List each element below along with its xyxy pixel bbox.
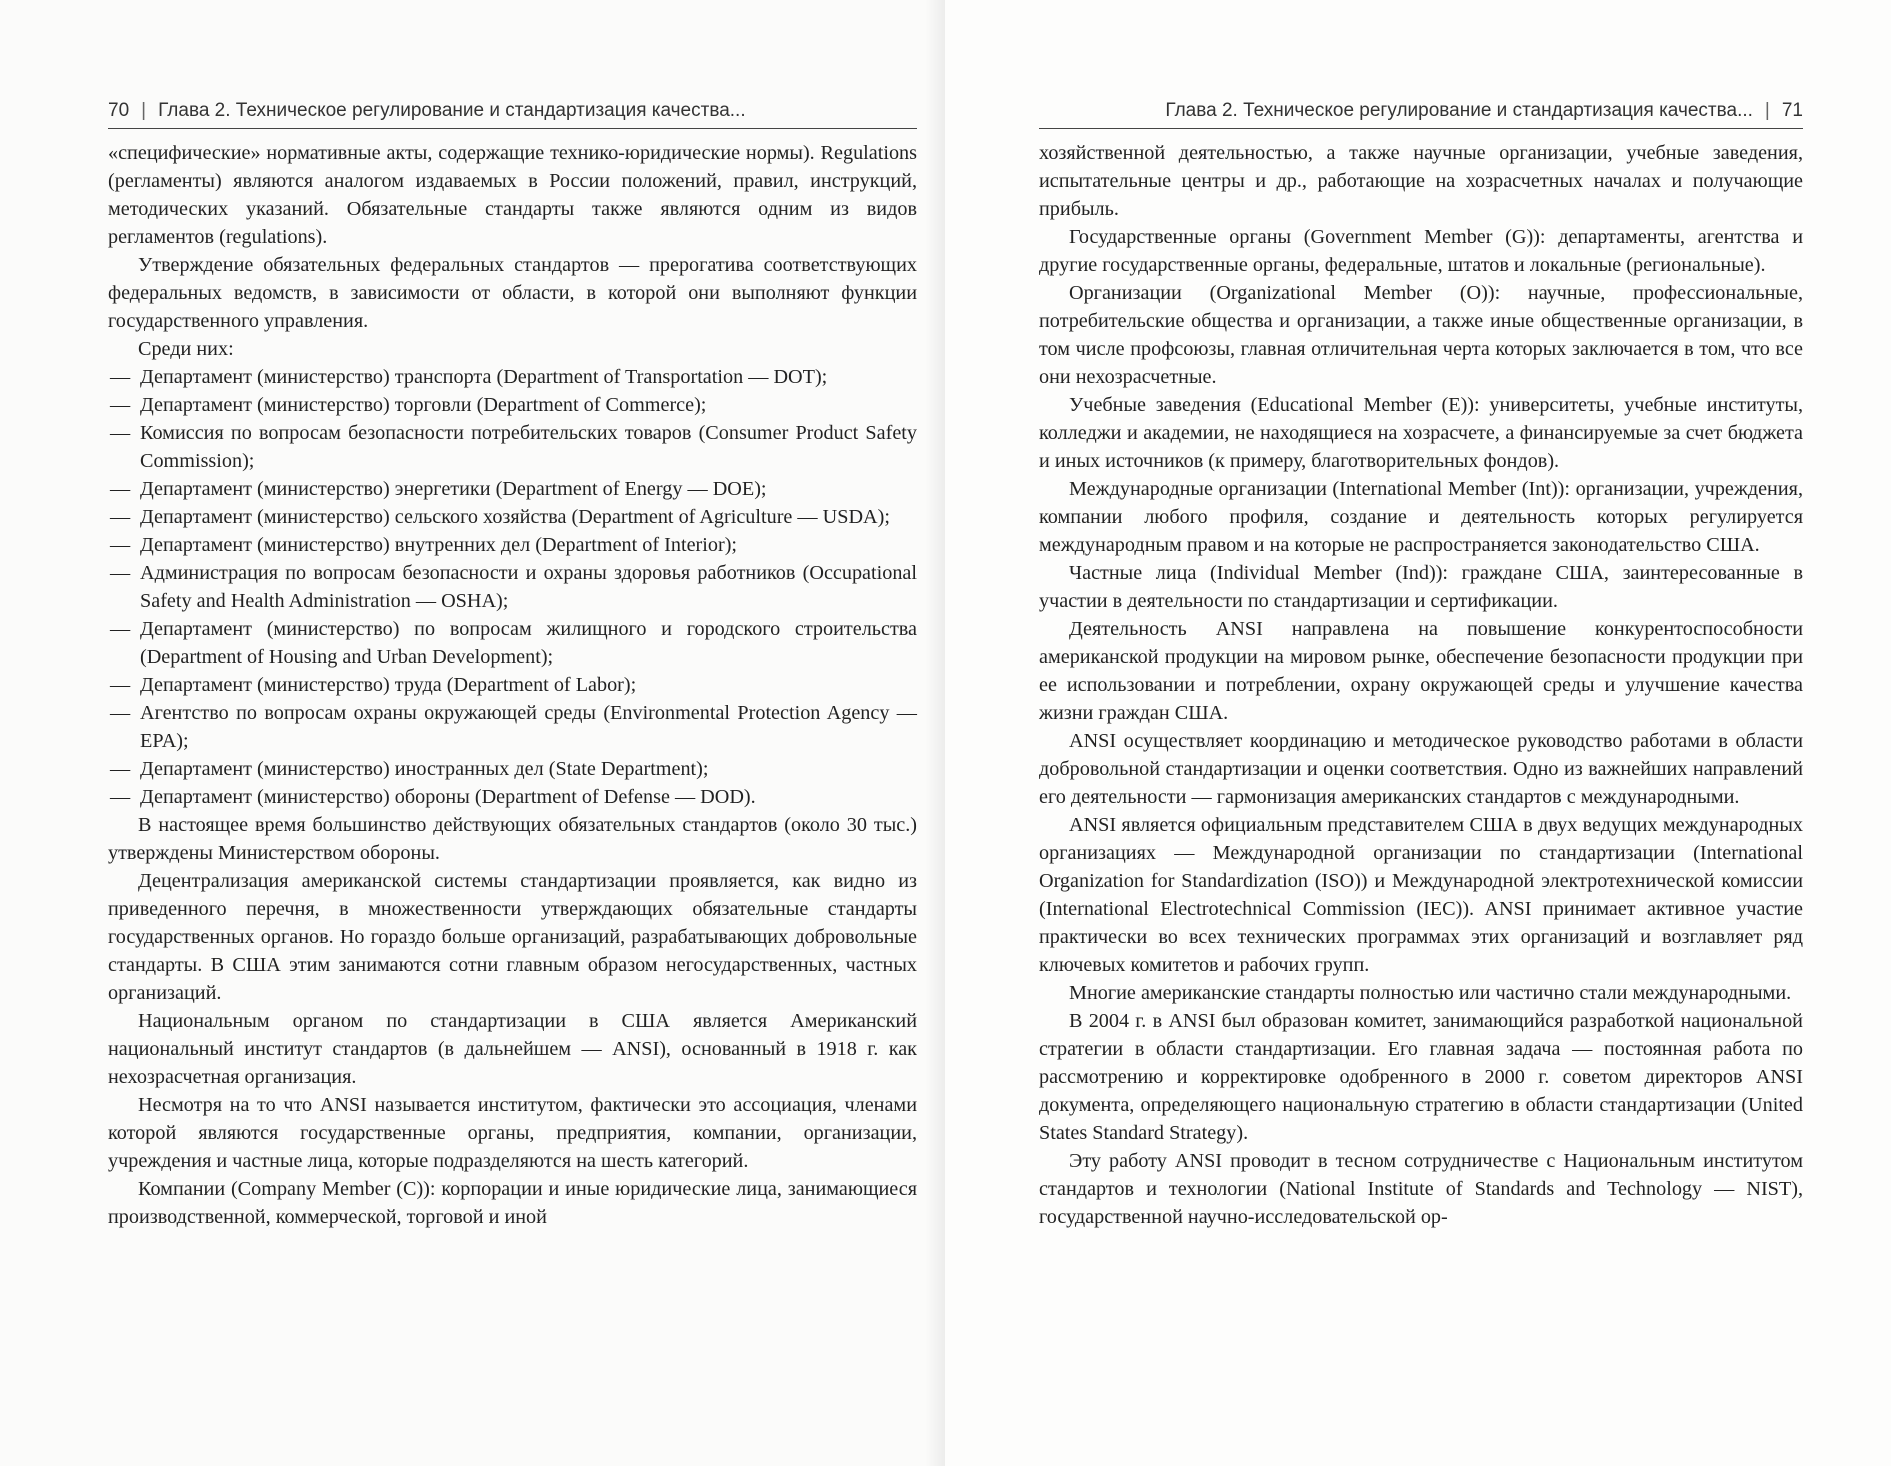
list-item: — Департамент (министерство) обороны (Department of Defense — DOD). [108, 783, 917, 811]
paragraph: В настоящее время большинство действующих обязательных стандартов (около 30 тыс.) утверждены Министерством обороны. [108, 814, 917, 864]
list-item: — Комиссия по вопросам безопасности потребительских товаров (Consumer Product Safety Commission); [108, 419, 917, 475]
paragraph: Частные лица (Individual Member (Ind)): граждане США, заинтересованные в участии в деятельности по стандартизации и сертификации. [1039, 562, 1803, 612]
paragraph: Организации (Organizational Member (O)): научные, профессиональные, потребительские общества и организации, а также иные общественные организации, в том числе профсоюзы, главная отличительная черта которых заключается в том, что все они нехозрасчетные. [1039, 282, 1803, 388]
left-running-head-title: Глава 2. Техническое регулирование и стандартизация качества... [158, 100, 746, 121]
paragraph: Деятельность ANSI направлена на повышение конкурентоспособности американской продукции на мировом рынке, обеспечение безопасности продукции при ее использовании и потреблении, охрану окружающей среды и улучшение качества жизни граждан США. [1039, 618, 1803, 724]
paragraph: «специфические» нормативные акты, содержащие технико-юридические нормы). Regulations (регламенты) являются аналогом издаваемых в России положений, правил, инструкций, методических указаний. Обязательные стандарты также являются одним из видов регламентов (regulations). [108, 142, 917, 248]
paragraph: ANSI является официальным представителем США в двух ведущих международных организациях — Международной организации по стандартизации (International Organization for Standardization (ISO)) и Международной электротехнической комиссии (International Electrotechnical Commission (IEC)). ANSI принимает активное участие практически во всех технических программах этих организаций и возглавляет ряд ключевых комитетов и рабочих групп. [1039, 814, 1803, 976]
left-page [0, 0, 945, 1466]
left-page-number: 70 [108, 100, 130, 121]
list-item: — Агентство по вопросам охраны окружающей среды (Environmental Protection Agency — EPA); [108, 699, 917, 755]
list-item: — Департамент (министерство) труда (Department of Labor); [108, 671, 917, 699]
list-intro: Среди них: [138, 338, 234, 360]
paragraph: ANSI осуществляет координацию и методическое руководство работами в области добровольной стандартизации и оценки соответствия. Одно из важнейших направлений его деятельности — гармонизация американских стандартов с международными. [1039, 730, 1803, 808]
paragraph: Компании (Company Member (C)): корпорации и иные юридические лица, занимающиеся производственной, коммерческой, торговой и иной [108, 1178, 917, 1228]
paragraph: хозяйственной деятельностью, а также научные организации, учебные заведения, испытательные центры и др., работающие на хозрасчетных началах и получающие прибыль. [1039, 142, 1803, 220]
right-page [945, 0, 1891, 1466]
list-item: — Департамент (министерство) внутренних дел (Department of Interior); [108, 531, 917, 559]
list-item: — Департамент (министерство) торговли (Department of Commerce); [108, 391, 917, 419]
paragraph: Децентрализация американской системы стандартизации проявляется, как видно из приведенного перечня, в множественности утверждающих обязательные стандарты государственных органов. Но гораздо больше организаций, разрабатывающих добровольные стандарты. В США этим занимаются сотни главным образом негосударственных, частных организаций. [108, 870, 917, 1004]
left-page-body [108, 139, 917, 1231]
paragraph: В 2004 г. в ANSI был образован комитет, занимающийся разработкой национальной стратегии в области стандартизации. Его главная задача — постоянная работа по рассмотрению и корректировке одобренного в 2000 г. советом директоров ANSI документа, определяющего национальную стратегию в области стандартизации (United States Standard Strategy). [1039, 1010, 1803, 1144]
right-running-head [1039, 100, 1803, 129]
list-item: — Департамент (министерство) энергетики (Department of Energy — DOE); [108, 475, 917, 503]
right-running-head-title: Глава 2. Техническое регулирование и стандартизация качества... [1165, 100, 1753, 121]
list-item: — Департамент (министерство) иностранных дел (State Department); [108, 755, 917, 783]
paragraph: Многие американские стандарты полностью или частично стали международными. [1069, 982, 1792, 1004]
paragraph: Эту работу ANSI проводит в тесном сотрудничестве с Национальным институтом стандартов и технологии (National Institute of Standards and Technology — NIST), государственной научно-исследовательской ор- [1039, 1150, 1803, 1228]
paragraph: Утверждение обязательных федеральных стандартов — прерогатива соответствующих федеральных ведомств, в зависимости от области, в которой они выполняют функции государственного управления. [108, 254, 917, 332]
paragraph: Несмотря на то что ANSI называется институтом, фактически это ассоциация, членами которой являются государственные органы, предприятия, компании, организации, учреждения и частные лица, которые подразделяются на шесть категорий. [108, 1094, 917, 1172]
paragraph: Учебные заведения (Educational Member (E)): университеты, учебные институты, колледжи и академии, не находящиеся на хозрасчете, а финансируемые за счет бюджета и иных источников (к примеру, благотворительных фондов). [1039, 394, 1803, 472]
list-item: — Департамент (министерство) транспорта (Department of Transportation — DOT); [108, 363, 917, 391]
right-page-body [1039, 139, 1803, 1231]
running-head-separator: | [141, 100, 147, 121]
right-page-number: 71 [1781, 100, 1803, 121]
list-item: — Администрация по вопросам безопасности и охраны здоровья работников (Occupational Safety and Health Administration — OSHA); [108, 559, 917, 615]
paragraph: Национальным органом по стандартизации в США является Американский национальный институт стандартов (в дальнейшем — ANSI), основанный в 1918 г. как нехозрасчетная организация. [108, 1010, 917, 1088]
left-running-head [108, 100, 917, 129]
list-item: — Департамент (министерство) сельского хозяйства (Department of Agriculture — USDA); [108, 503, 917, 531]
paragraph: Международные организации (International Member (Int)): организации, учреждения, компании любого профиля, создание и деятельность которых регулируется международным правом и на которые не распространяется законодательство США. [1039, 478, 1803, 556]
list-item: — Департамент (министерство) по вопросам жилищного и городского строительства (Department of Housing and Urban Development); [108, 615, 917, 671]
paragraph: Государственные органы (Government Member (G)): департаменты, агентства и другие государственные органы, федеральные, штатов и локальные (региональные). [1039, 226, 1803, 276]
agency-list [108, 363, 917, 811]
running-head-separator: | [1764, 100, 1770, 121]
